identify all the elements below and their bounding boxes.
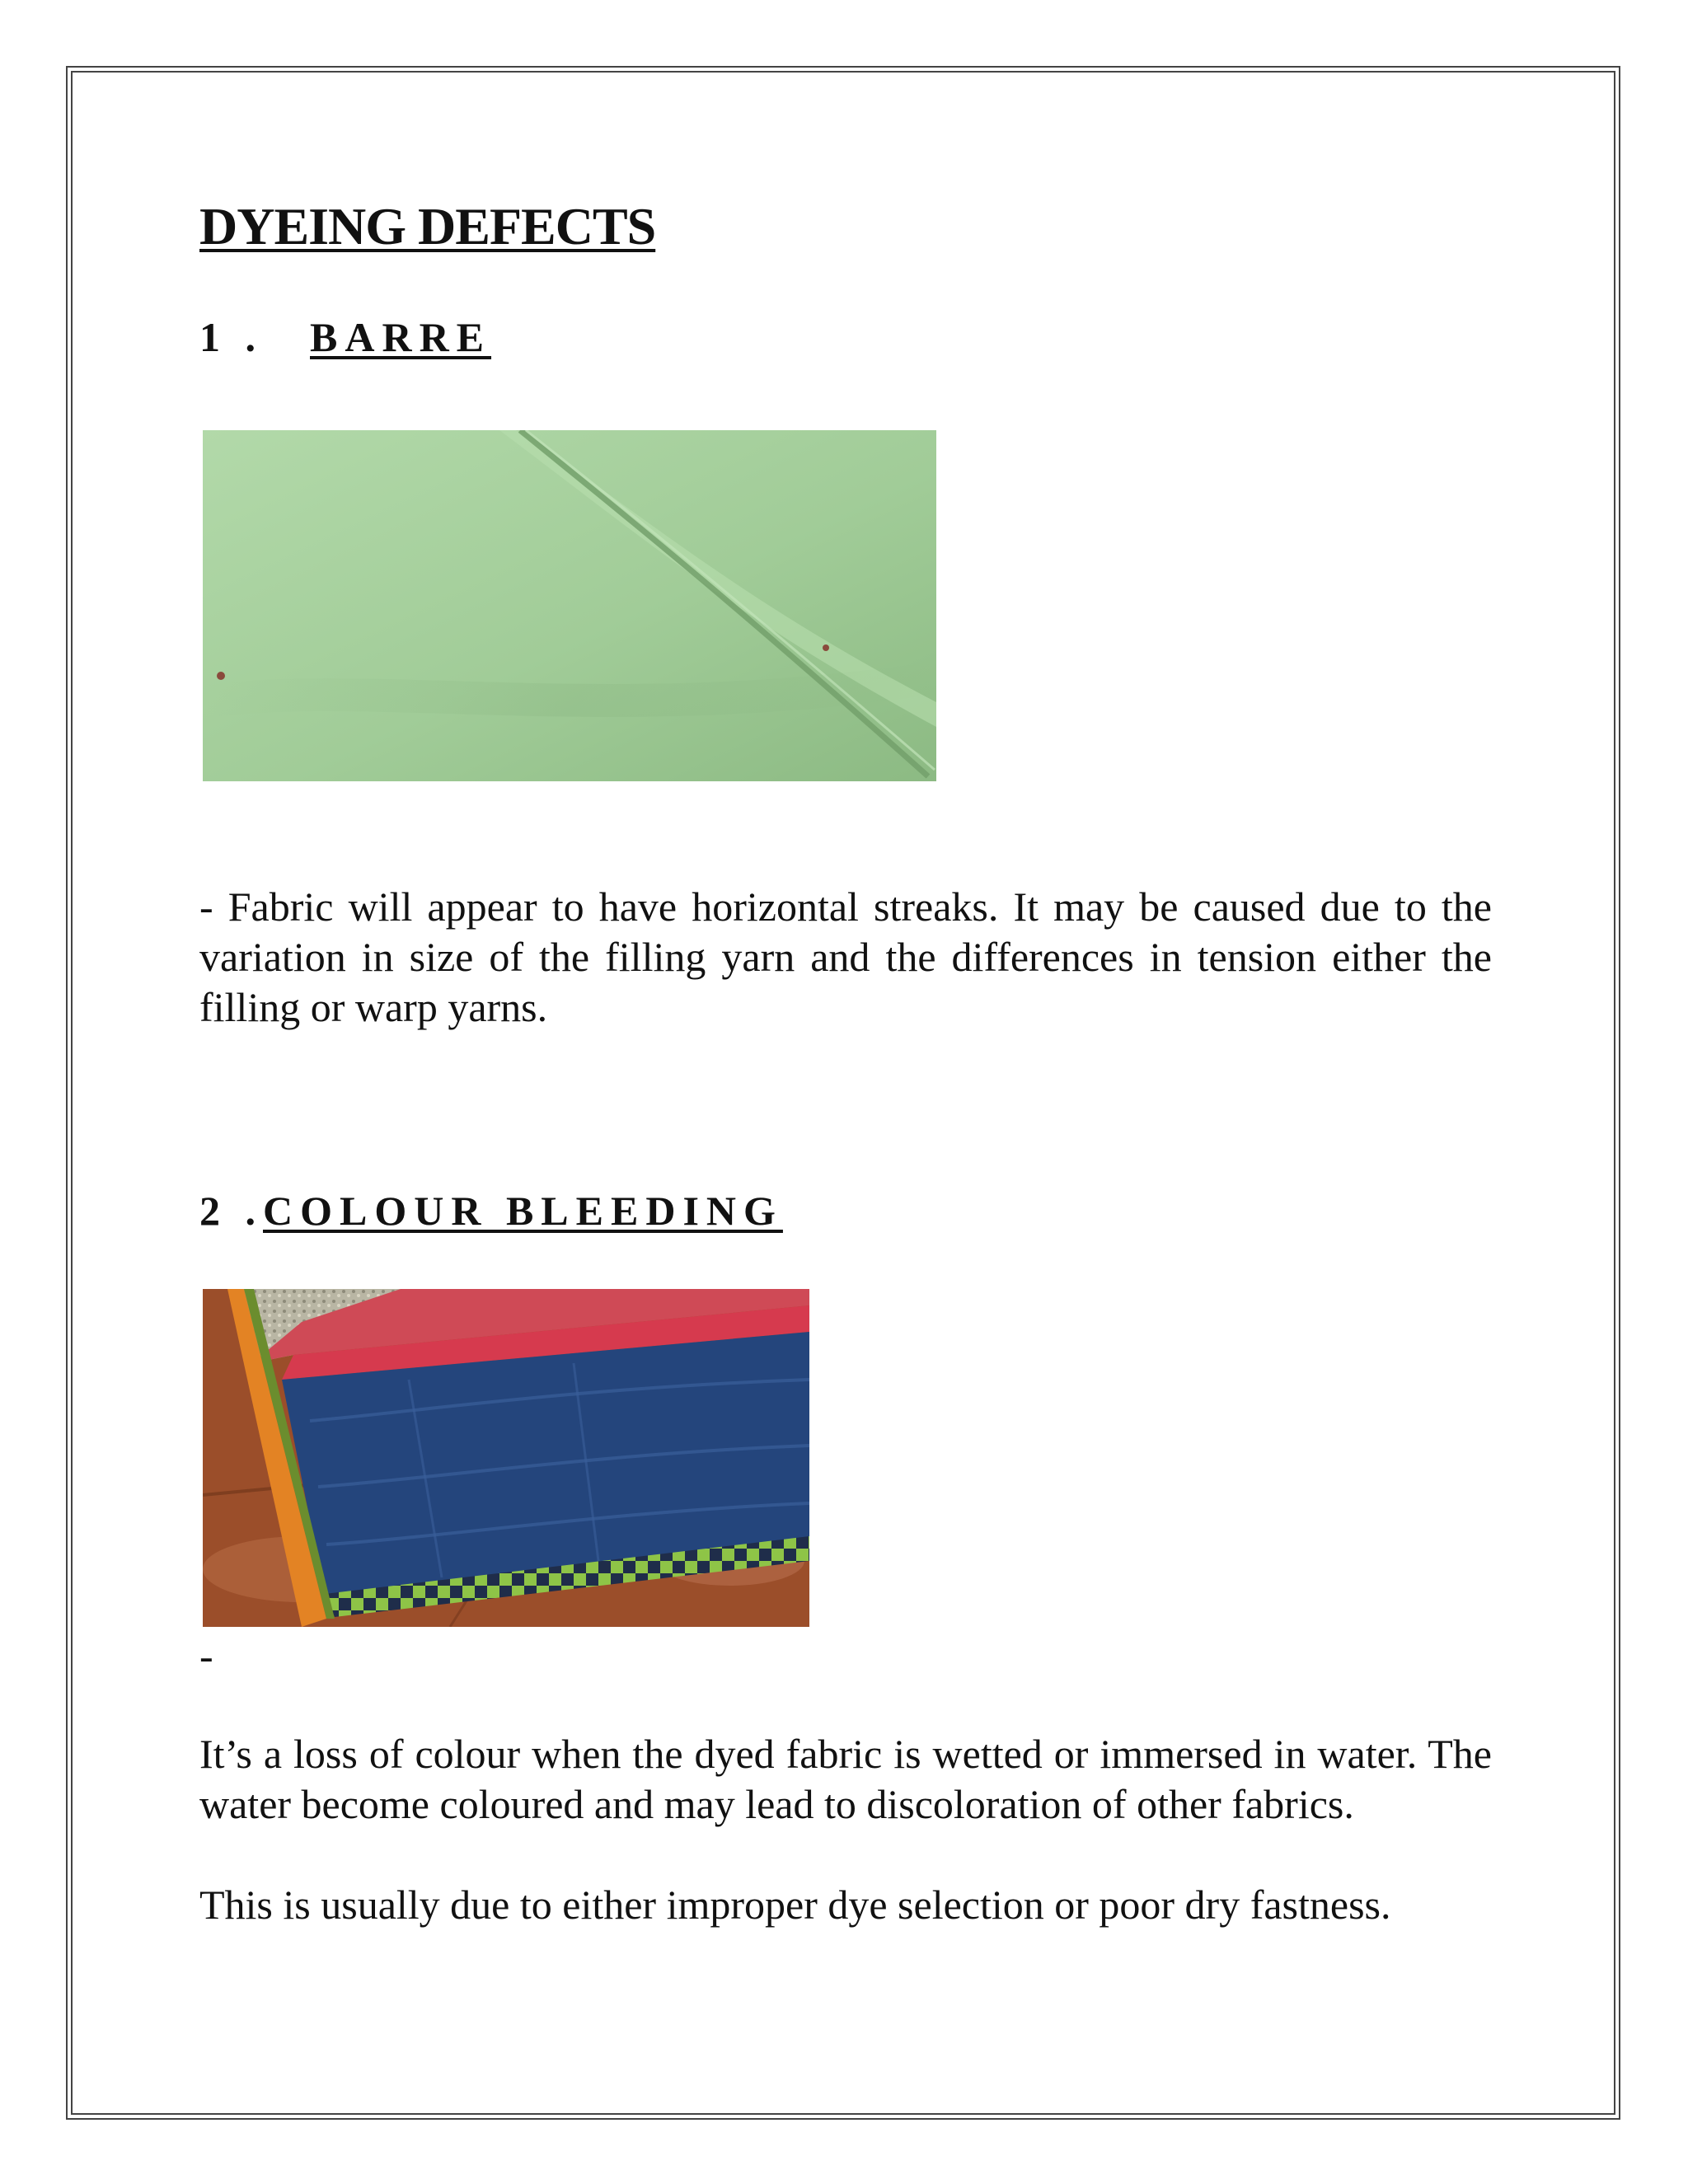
- quilt-illustration: [203, 1289, 809, 1627]
- barre-description: - Fabric will appear to have horizontal streaks. It may be caused due to the variation in size of the filling yarn and the differences in tension either the filling or warp yarns.: [199, 883, 1492, 1030]
- section-label: COLOUR BLEEDING: [263, 1188, 783, 1234]
- barre-fabric-illustration: [203, 430, 936, 781]
- dash-marker: -: [199, 1633, 213, 1679]
- section-number: 1 .: [199, 314, 263, 360]
- section-label: BARRE: [310, 314, 492, 360]
- page-title: DYEING DEFECTS: [199, 197, 656, 255]
- section-heading-colour-bleeding: [199, 1187, 783, 1235]
- barre-fabric-photo: [203, 430, 936, 781]
- section-number: 2 .: [199, 1188, 263, 1234]
- colour-bleeding-quilt-photo: [203, 1289, 809, 1627]
- section-heading-barre: [199, 313, 491, 361]
- colour-bleeding-cause: This is usually due to either improper dye selection or poor dry fastness.: [199, 1882, 1391, 1928]
- colour-bleeding-description: It’s a loss of colour when the dyed fabric is wetted or immersed in water. The water become coloured and may lead to discoloration of other fabrics.: [199, 1731, 1492, 1827]
